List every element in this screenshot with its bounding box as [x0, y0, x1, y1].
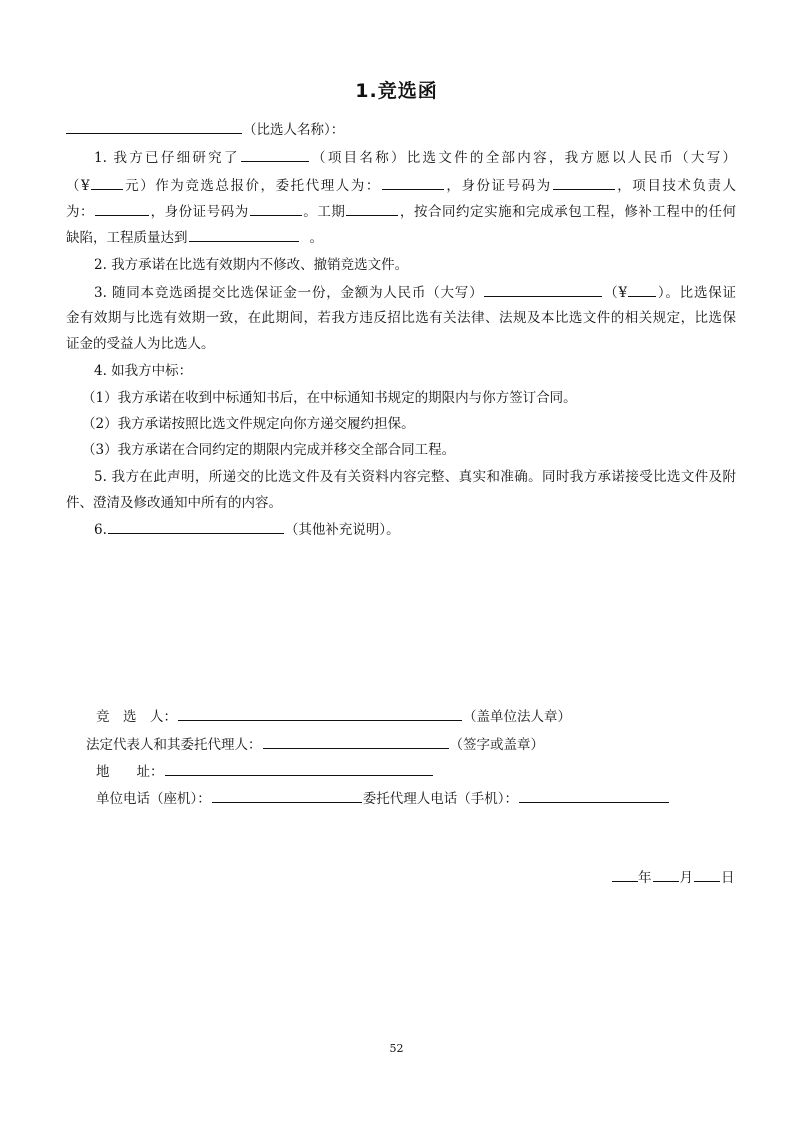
- landline-phone-blank[interactable]: [212, 789, 362, 803]
- tech-lead-id-blank[interactable]: [250, 202, 302, 216]
- p5-line-1: 5. 我方在此声明，所递交的比选文件及有关资料内容完整、真实和准确。同时我方承诺接受比选文件及附: [94, 469, 736, 485]
- p1-line-2: （¥ 元）作为竞选总报价，委托代理人为： ，身份证号码为 ，项目技术负责人: [66, 178, 737, 194]
- agent-mobile-blank[interactable]: [519, 789, 669, 803]
- p1-line-4: 缺陷，工程质量达到 。: [66, 230, 323, 246]
- duration-blank[interactable]: [346, 202, 398, 216]
- p4-item-1: （1）我方承诺在收到中标通知书后，在中标通知书规定的期限内与你方签订合同。: [82, 390, 577, 406]
- agent-id-blank[interactable]: [553, 176, 615, 190]
- p3-line-3: 证金的受益人为比选人。: [66, 336, 215, 352]
- quality-standard-blank[interactable]: [189, 228, 299, 242]
- agent-name-blank[interactable]: [382, 176, 444, 190]
- address-blank[interactable]: [165, 762, 433, 776]
- project-name-blank[interactable]: [241, 148, 309, 162]
- tech-lead-name-blank[interactable]: [95, 202, 149, 216]
- address-line: 地 址：: [96, 762, 434, 781]
- page-number: 52: [389, 1042, 404, 1055]
- p4-line: 4. 如我方中标：: [94, 363, 193, 379]
- page-title: 1.竞选函: [355, 80, 438, 102]
- p4-item-2: （2）我方承诺按照比选文件规定向你方递交履约担保。: [82, 416, 415, 432]
- p3-line-2: 金有效期与比选有效期一致，在此期间，若我方违反招比选有关法律、法规及本比选文件的相关规定，比选保: [66, 310, 736, 326]
- bidder-signature-line: 竞 选 人： （盖单位法人章）: [96, 709, 571, 725]
- p1-line-1: 1. 我方已仔细研究了 （项目名称）比选文件的全部内容，我方愿以人民币（大写）: [94, 150, 737, 166]
- p4-item-3: （3）我方承诺在合同约定的期限内完成并移交全部合同工程。: [82, 442, 456, 458]
- year-blank[interactable]: [612, 868, 638, 882]
- date-line: 年 月 日: [612, 866, 735, 886]
- legal-rep-sign-blank[interactable]: [263, 735, 449, 749]
- bond-amount-words-blank[interactable]: [484, 283, 602, 297]
- addressee-line: （比选人名称）：: [66, 120, 736, 139]
- month-blank[interactable]: [653, 868, 679, 882]
- p5-line-2: 件、澄清及修改通知中所有的内容。: [66, 495, 282, 511]
- p2-line: 2. 我方承诺在比选有效期内不修改、撤销竞选文件。: [94, 257, 409, 273]
- phone-line: 单位电话（座机）： 委托代理人电话（手机）：: [96, 789, 670, 808]
- p1-line-3: 为： ，身份证号码为 。工期 ，按合同约定实施和完成承包工程，修补工程中的任何: [66, 204, 737, 220]
- bidder-seal-blank[interactable]: [178, 707, 462, 721]
- price-figure-blank[interactable]: [91, 176, 123, 190]
- bidder-name-blank[interactable]: [66, 120, 242, 134]
- legal-rep-signature-line: 法定代表人和其委托代理人： （签字或盖章）: [86, 737, 544, 753]
- p6-line: 6. （其他补充说明）。: [94, 522, 400, 538]
- supplementary-notes-blank[interactable]: [108, 520, 284, 534]
- bond-amount-figure-blank[interactable]: [628, 283, 656, 297]
- day-blank[interactable]: [694, 868, 720, 882]
- p3-line-1: 3. 随同本竞选函提交比选保证金一份，金额为人民币（大写） （¥ ）。比选保证: [94, 285, 737, 301]
